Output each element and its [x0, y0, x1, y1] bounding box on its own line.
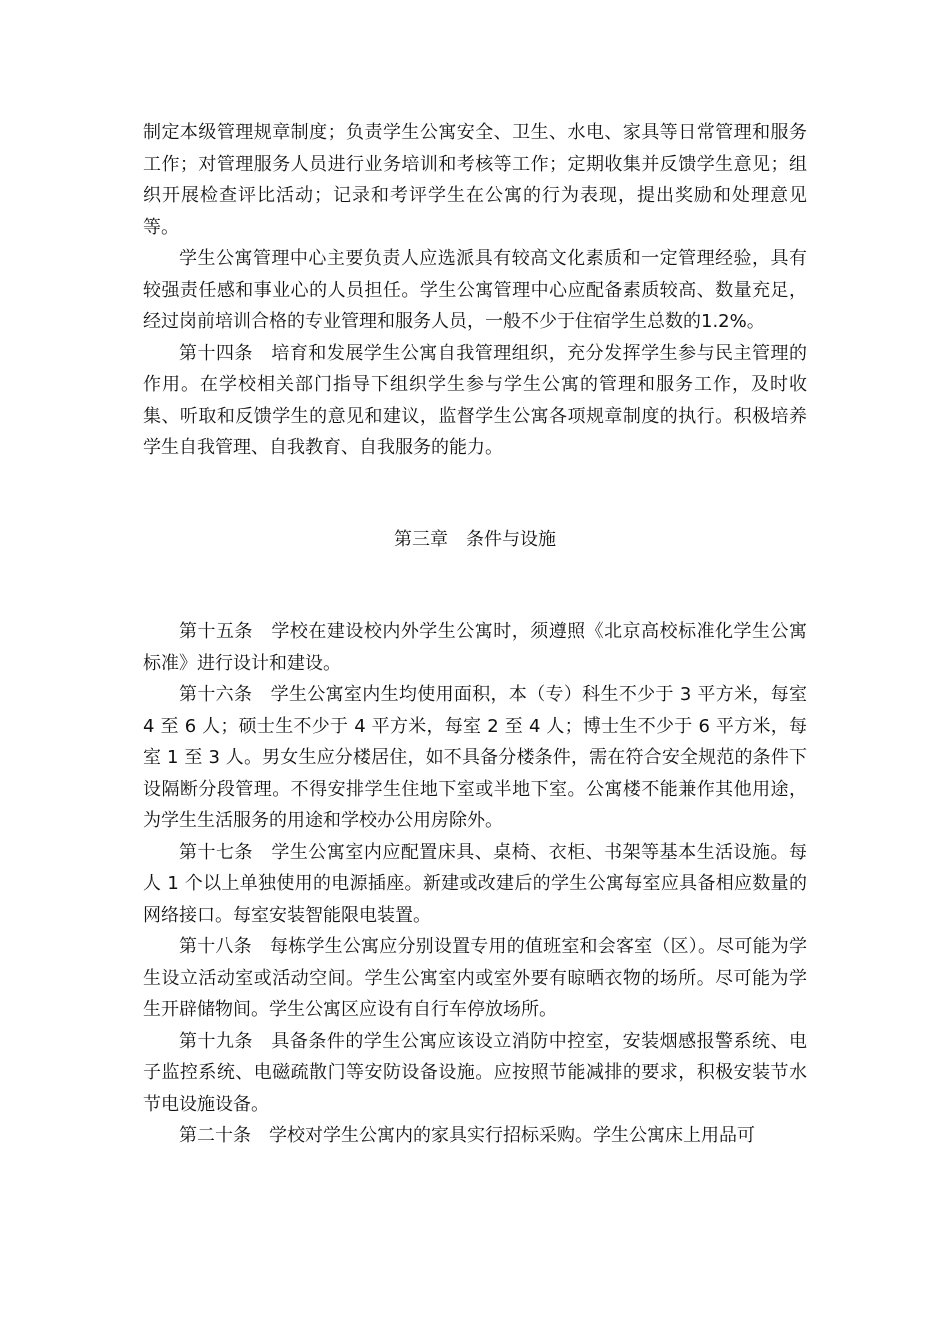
- article-14: 第十四条 培育和发展学生公寓自我管理组织，充分发挥学生参与民主管理的作用。在学校相关部门指导下组织学生参与学生公寓的管理和服务工作，及时收集、听取和反馈学生的意见和建议，监督学生公寓各项规章制度的执行。积极培养学生自我管理、自我教育、自我服务的能力。: [143, 342, 807, 458]
- article-16: 第十六条 学生公寓室内生均使用面积，本（专）科生不少于 3 平方米，每室 4 至 6 人；硕士生不少于 4 平方米，每室 2 至 4 人；博士生不少于 6 平方米，每室 1 至 3 人。男女生应分楼居住，如不具备分楼条件，需在符合安全规范的条件下设隔断分段管理。不得安排学生住地下室或半地下室。公寓楼不能兼作其他用途，为学生生活服务的用途和学校办公用房除外。: [143, 684, 807, 831]
- chapter-heading: 第三章 条件与设施: [394, 528, 556, 550]
- article-20: 第二十条 学校对学生公寓内的家具实行招标采购。学生公寓床上用品可: [179, 1125, 755, 1146]
- paragraph-management-staff: 学生公寓管理中心主要负责人应选派具有较高文化素质和一定管理经验，具有较强责任感和事业心的人员担任。学生公寓管理中心应配备素质较高、数量充足，经过岗前培训合格的专业管理和服务人员，一般不少于住宿学生总数的1.2%。: [143, 248, 807, 332]
- article-19: 第十九条 具备条件的学生公寓应该设立消防中控室，安装烟感报警系统、电子监控系统、电磁疏散门等安防设备设施。应按照节能减排的要求，积极安装节水节电设施设备。: [143, 1030, 807, 1115]
- article-17: 第十七条 学生公寓室内应配置床具、桌椅、衣柜、书架等基本生活设施。每人 1 个以上单独使用的电源插座。新建或改建后的学生公寓每室应具备相应数量的网络接口。每室安装智能限电装置。: [143, 841, 807, 926]
- article-18: 第十八条 每栋学生公寓应分别设置专用的值班室和会客室（区）。尽可能为学生设立活动室或活动空间。学生公寓室内或室外要有晾晒衣物的场所。尽可能为学生开辟储物间。学生公寓区应设有自行车停放场所。: [143, 936, 807, 1020]
- article-15: 第十五条 学校在建设校内外学生公寓时，须遵照《北京高校标准化学生公寓标准》进行设计和建设。: [143, 621, 807, 674]
- paragraph-continuation: 制定本级管理规章制度；负责学生公寓安全、卫生、水电、家具等日常管理和服务工作；对管理服务人员进行业务培训和考核等工作；定期收集并反馈学生意见；组织开展检查评比活动；记录和考评学生在公寓的行为表现，提出奖励和处理意见等。: [143, 122, 807, 238]
- document-body: [143, 117, 807, 1152]
